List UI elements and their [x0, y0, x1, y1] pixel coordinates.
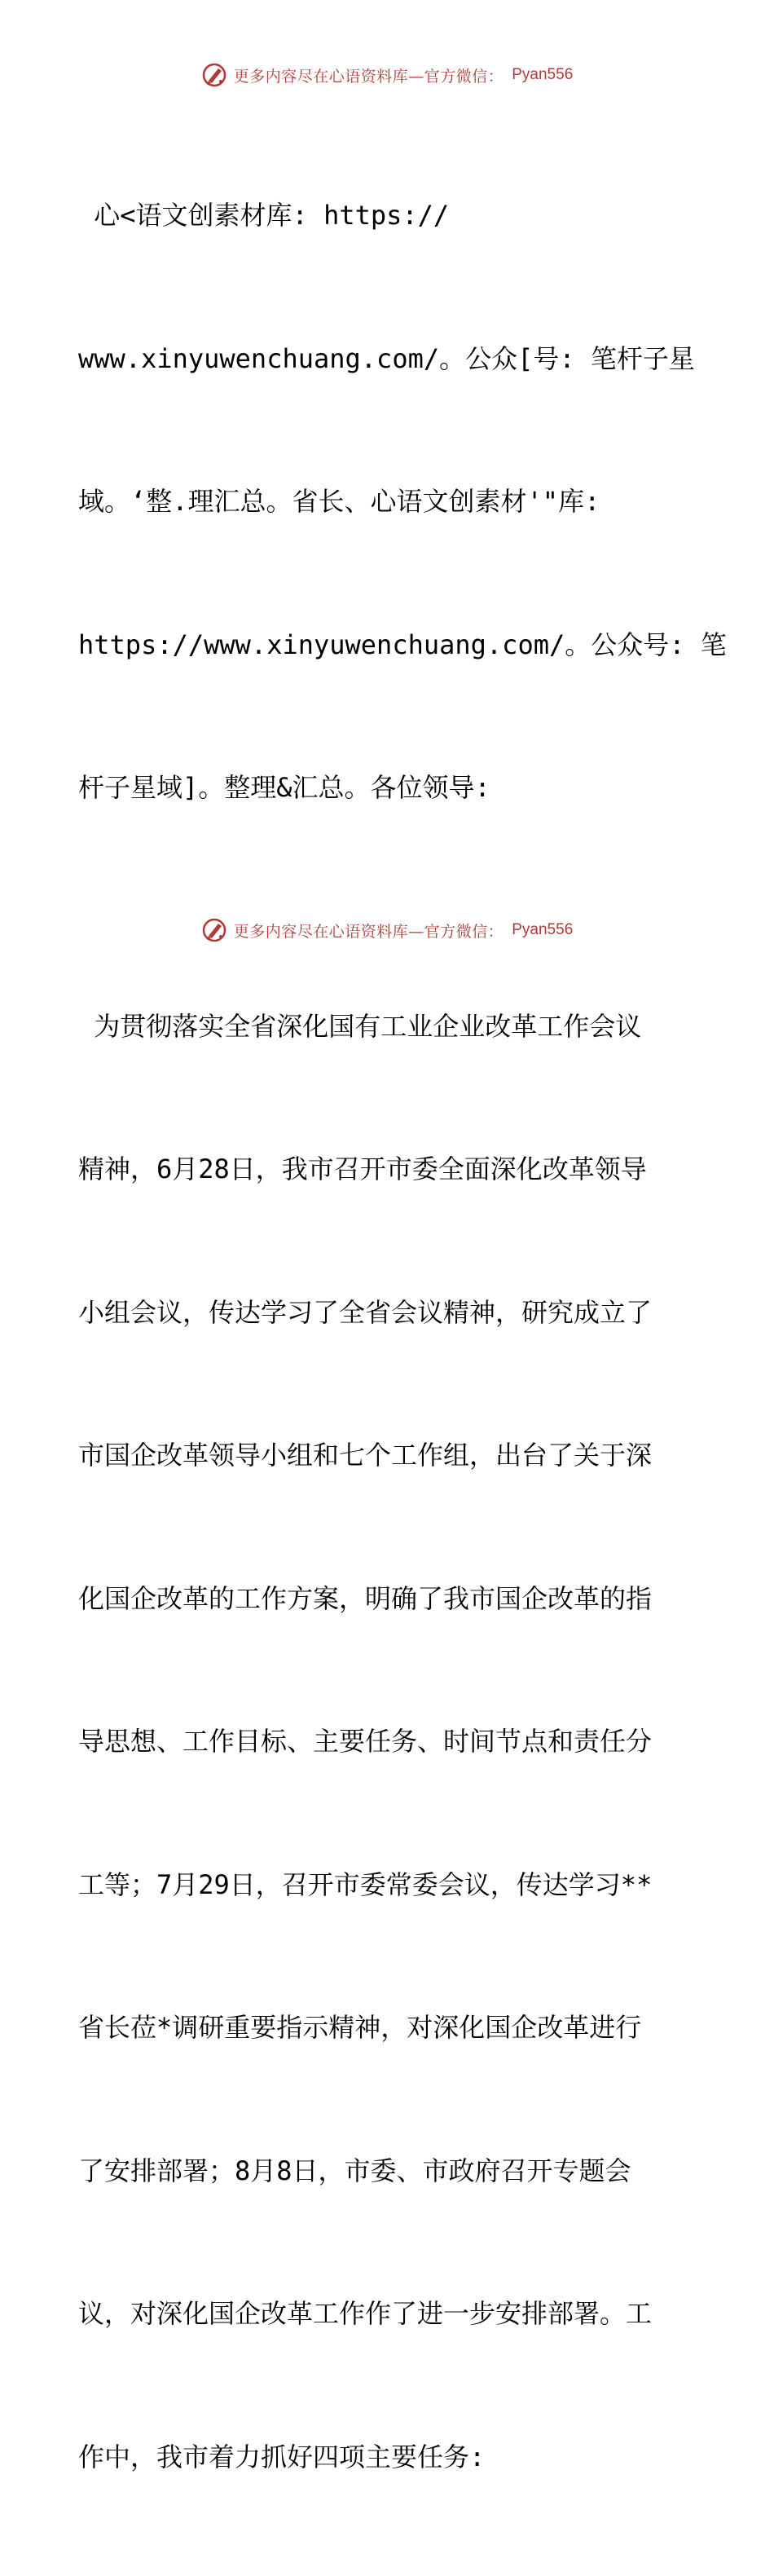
- text-line: www.xinyuwenchuang.com/。公众[号: 笔杆子星: [78, 335, 706, 383]
- text-line: 了安排部署；8月8日，市委、市政府召开专题会: [78, 2147, 706, 2195]
- watermark-header: [0, 59, 774, 91]
- text-line: 小组会议，传达学习了全省会议精神，研究成立了: [78, 1289, 706, 1337]
- main-paragraph: [78, 907, 706, 2576]
- pen-circle-logo-icon: [201, 917, 227, 943]
- text-line: 作中，我市着力抓好四项主要任务:: [78, 2433, 706, 2481]
- text-line: 杆子星域]。整理&汇总。各位领导:: [78, 764, 706, 812]
- text-line: 市国企改革领导小组和七个工作组，出台了关于深: [78, 1431, 706, 1480]
- text-line: 导思想、工作目标、主要任务、时间节点和责任分: [78, 1718, 706, 1766]
- watermark-handle: Pyan556: [512, 921, 573, 939]
- document-body: [78, 96, 706, 2576]
- text-line: 心<语文创素材库: https://: [78, 192, 706, 240]
- pen-circle-logo-icon: [201, 62, 227, 88]
- watermark-handle: Pyan556: [512, 66, 573, 84]
- text-line: 为贯彻落实全省深化国有工业企业改革工作会议: [78, 1003, 706, 1051]
- watermark-text: 更多内容尽在心语资料库—官方微信：: [234, 64, 504, 86]
- watermark-text: 更多内容尽在心语资料库—官方微信：: [234, 920, 504, 942]
- text-line: 精神，6月28日，我市召开市委全面深化改革领导: [78, 1145, 706, 1193]
- intro-paragraph: [78, 96, 706, 907]
- text-line: https://www.xinyuwenchuang.com/。公众号: 笔: [78, 621, 706, 669]
- text-line: 议，对深化国企改革工作作了进一步安排部署。工: [78, 2290, 706, 2338]
- text-line: 省长莅*调研重要指示精神，对深化国企改革进行: [78, 2004, 706, 2052]
- text-line: 化国企改革的工作方案，明确了我市国企改革的指: [78, 1575, 706, 1623]
- text-line: 域。‘整.理汇总。省长、心语文创素材'"库:: [78, 478, 706, 526]
- watermark-footer: [0, 914, 774, 946]
- text-line: 工等；7月29日，召开市委常委会议，传达学习**: [78, 1861, 706, 1909]
